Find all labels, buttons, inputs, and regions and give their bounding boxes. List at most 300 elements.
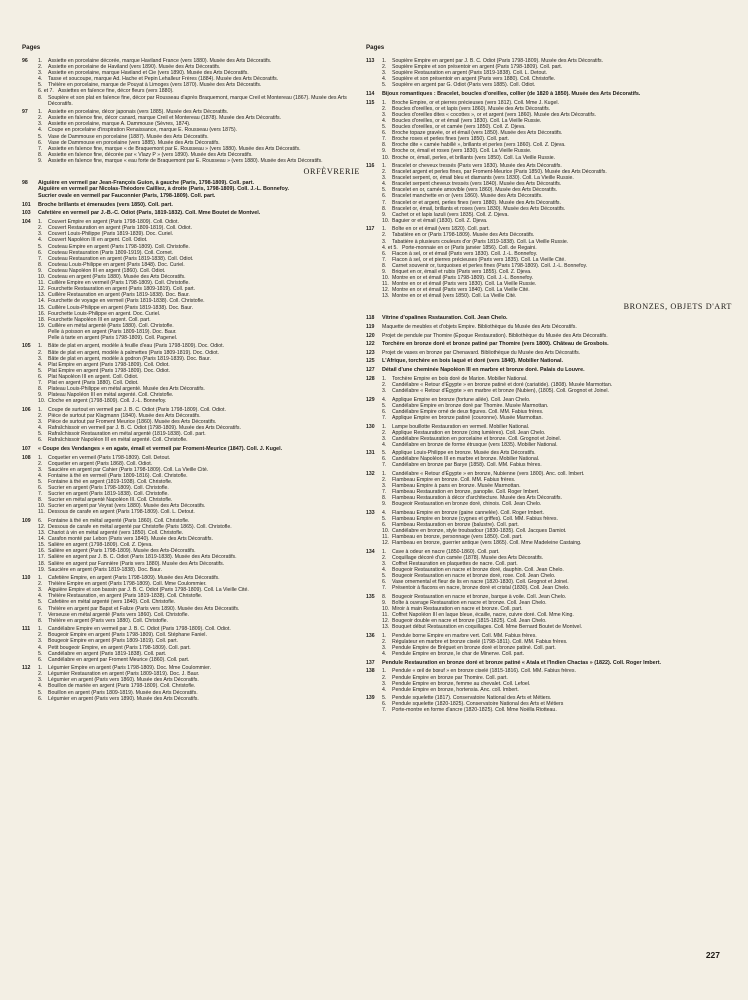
item-text: Assiette en porcelaine de Haviland (vers 1890). Musée des Arts Décoratifs. <box>48 64 221 71</box>
item-number: 6. <box>382 701 387 708</box>
item-number: 4. et 5. <box>382 244 398 251</box>
entry-item <box>382 155 732 161</box>
item-text: Couvert Napoléon III en argent. Coll. Odiot. <box>48 237 148 244</box>
item-number: 6. <box>38 373 43 380</box>
item-number: 8. <box>382 142 387 149</box>
item-number: 1. <box>38 406 43 413</box>
catalogue-entry <box>366 226 732 299</box>
item-number: 2. <box>382 554 387 561</box>
item-number: 1. <box>38 109 43 116</box>
page-reference: 137 <box>366 659 375 666</box>
item-number <box>38 335 48 341</box>
item-text: Candélabre Empire orné de deux figures. Coll. MM. Fabius frères. <box>392 408 544 415</box>
entry-title: Pendule Restauration en bronze doré et bronze patiné « Atala et l'Indien Chactas » (1822). Coll. Roger Imbert. <box>382 659 662 666</box>
entry-title: L'Afrique, torchère en bois laqué et doré (vers 1840). Mobilier National. <box>382 358 564 365</box>
page-reference: 106 <box>22 406 31 413</box>
item-text: Bracelet or cheveux tressés (Paris vers 1830). Musée des Arts Décoratifs. <box>392 162 562 169</box>
item-number: 7. <box>382 199 387 206</box>
entry-item <box>382 624 732 630</box>
item-text: Baguier or et émail (1830). Coll. Z. Djeva. <box>392 217 488 224</box>
entry-body <box>382 594 732 631</box>
item-number: 6. et 7. <box>38 88 54 95</box>
item-text: Assiette en faïence fine, décorée par « Vlazy P » (vers 1890). Musée des Arts Décoratifs. <box>48 151 253 158</box>
item-number: 5. <box>382 187 387 194</box>
catalogue-entry <box>366 358 732 364</box>
item-number: 2. <box>38 671 43 678</box>
page-reference: 128 <box>366 376 375 383</box>
item-number: 5. <box>38 689 43 696</box>
item-number: 2. <box>38 225 43 232</box>
entry-item <box>382 585 732 591</box>
item-number: 19. <box>38 322 46 329</box>
item-text: Cuillère Louis-Philippe en argent (Paris 1819-1838). Doc. Baur. <box>48 304 194 311</box>
item-text: Fontaine à thé en vermeil (Paris 1809-1816). Coll. Christofle. <box>48 472 188 479</box>
entry-body <box>38 446 360 452</box>
catalogue-entry <box>22 58 360 107</box>
page-reference: 104 <box>22 219 31 226</box>
item-number: 1. <box>382 470 387 477</box>
item-number: 6. <box>38 517 43 524</box>
item-text: Assiette en porcelaine, marque A. Dammouse (Sèvres, 1874). <box>48 121 191 128</box>
item-number: 1. <box>38 665 43 672</box>
catalogue-entry <box>22 665 360 702</box>
item-number: 1. <box>38 58 43 64</box>
page-reference: 108 <box>22 454 31 461</box>
item-number: 4. <box>38 127 43 134</box>
page-reference: 117 <box>366 226 375 233</box>
left-column <box>22 44 360 704</box>
item-text: Candélabre en argent par Froment Meurice (1860). Coll. part. <box>48 656 190 663</box>
item-text: Pelle à poisson en argent (Paris 1809-1819). Doc. Baur. <box>48 328 177 335</box>
item-text: Sucrier en métal argenté Napoléon III. Coll. Christofle. <box>48 497 173 504</box>
item-text: Couteau Empire en argent (Paris 1798-1809). Coll. Christofle. <box>48 243 190 250</box>
item-text: Plat Napoléon III en argent. Coll. Odiot. <box>48 373 139 380</box>
pages-column-label: Pages <box>366 44 385 51</box>
item-text: Couteau Restauration en argent (Paris 1819-1838). Coll. Odiot. <box>48 255 194 262</box>
item-text: Cuillère Empire en vermeil (Paris 1798-1809). Coll. Christofle. <box>48 280 190 287</box>
item-text: Couteau Napoléon III en argent (1860). Coll. Odiot. <box>48 267 166 274</box>
item-text: Broche topaze gravée, or et émail (vers 1850). Musée des Arts Décoratifs. <box>392 130 563 137</box>
item-text: Candélabre en bronze, style troubadour (1830-1835). Coll. Jacques Damiot. <box>392 528 567 535</box>
item-number: 7. <box>382 136 387 143</box>
page-reference: 120 <box>366 332 375 339</box>
entry-body <box>382 367 732 373</box>
entry-text: Maquette de meubles et d'objets Empire. Bibliothèque du Musée des Arts Décoratifs. <box>382 324 577 331</box>
item-number: 1. <box>382 423 387 430</box>
entry-item <box>38 158 360 164</box>
entry-body <box>382 91 732 97</box>
item-number: 4. <box>382 686 387 693</box>
item-number: 7. <box>38 611 43 618</box>
entry-item <box>382 293 732 299</box>
item-text: Petit bougeoir Empire, en argent (Paris 1798-1809). Coll. part. <box>48 644 191 651</box>
item-text: Plateau Louis-Philippe en métal argenté. Musée des Arts Décoratifs. <box>48 386 205 393</box>
item-text: Cloche en argent (1798-1809). Coll. J.-L. Bonnefoy. <box>48 398 167 405</box>
item-number: 10. <box>382 528 390 535</box>
item-text: Rafraîchissoir Napoléon III en métal argenté. Coll. Christofle. <box>48 437 188 444</box>
item-text: Candélabre en argent (Paris 1819-1838). Coll. part. <box>48 650 167 657</box>
item-text: Bâte de plat en argent, modèle à palmettes (Paris 1809-1819). Doc. Odiot. <box>48 349 219 356</box>
item-number: 2. <box>382 169 387 176</box>
entry-title: Sucrier ovale en vermeil par Fauconnier (Paris, 1798-1809). Coll. part. <box>38 192 216 199</box>
item-text: Montre en or et émail (Paris vers 1830). Coll. La Vieille Russie. <box>392 281 537 288</box>
item-text: Couteau en argent (Paris 1880). Musée des Arts Décoratifs. <box>48 274 186 281</box>
page-reference: 116 <box>366 162 375 169</box>
item-text: Plat Empire en argent (Paris 1798-1809). Doc. Odiot. <box>48 367 170 374</box>
entry-body <box>38 180 360 199</box>
catalogue-entry <box>366 695 732 713</box>
page-reference: 138 <box>366 668 375 675</box>
item-text: Fontaine à thé en métal argenté (Paris 1860). Coll. Christofle. <box>48 517 190 524</box>
entry-body <box>382 633 732 657</box>
item-text: Coquetier en vermeil (Paris 1798-1809). Coll. Detout. <box>48 454 171 461</box>
item-text: Régulateur en marbre et bronze ciselé (1798-1811). Coll. MM. Fabius frères. <box>392 638 568 645</box>
entry-body <box>382 660 732 666</box>
page-reference: 98 <box>22 179 28 186</box>
item-text: Pendule Empire en bronze, femme au chevalet. Coll. Lefoel. <box>392 680 531 687</box>
item-number: 1. <box>382 99 387 106</box>
catalogue-entry <box>366 58 732 88</box>
item-number: 6. <box>38 437 43 444</box>
item-number: 5. <box>38 599 43 606</box>
entry-body <box>382 315 732 321</box>
item-text: Vase ornemental et fleur de lis en nacre (1820-1830). Coll. Grognot et Joinel. <box>392 579 569 586</box>
item-text: Tabatière en or (Paris 1798-1809). Musée des Arts Décoratifs. <box>392 232 535 239</box>
catalogue-entry <box>22 626 360 663</box>
entry-body <box>382 350 732 356</box>
item-text: Boîte à ouvrage Restauration en nacre et bronze. Coll. Jean Chelo. <box>392 600 547 606</box>
item-text: Porte-monnaie en or (Paris janvier 1856). Coll. de Regaini. <box>402 244 537 251</box>
entry-body <box>382 397 732 421</box>
item-text: Bracelet serpent cheveux tressés (vers 1840). Musée des Arts Décoratifs. <box>392 181 562 188</box>
item-text: Applique Louis-Philippe en bronze. Musée des Arts Décoratifs. <box>392 450 536 457</box>
catalogue-entry <box>366 350 732 356</box>
item-number: 4. <box>382 567 387 574</box>
entry-body <box>382 163 732 224</box>
entry-item <box>38 398 360 404</box>
catalogue-entry <box>366 397 732 421</box>
item-number: 10. <box>382 275 390 282</box>
item-number: 6. <box>38 695 43 702</box>
item-number: 7. <box>38 255 43 262</box>
item-text: Bouquet début Restauration en coquillages. Coll. Mme Bernard Boutet de Montvel. <box>392 624 583 631</box>
item-number: 4. <box>382 76 387 83</box>
section-heading-bronzes: BRONZES, OBJETS D'ART <box>623 302 732 312</box>
item-text: Candélabre « Retour d'Égypte » en marbre et bronze (Nubien), (1805). Coll. Grognot et Joinel. <box>392 388 609 395</box>
page-reference: 136 <box>366 632 375 639</box>
item-text: Tasse et soucoupe, marque Ad. Hache et Pepin Lehalleur Frères (1884). Musée des Arts Décoratifs. <box>48 76 279 83</box>
item-text: Cafetière en métal argenté (vers 1840). Coll. Christofle. <box>48 599 176 606</box>
catalogue-entry <box>366 324 732 330</box>
item-text: Soupière Empire et son présentoir en argent (Paris 1798-1809). Coll. part. <box>392 64 563 71</box>
item-number: 5. <box>382 82 387 89</box>
item-text: Fourchette Napoléon III en argent. Coll. part. <box>48 316 151 323</box>
catalogue-entry <box>366 367 732 373</box>
item-number: 2. <box>382 105 387 112</box>
item-text: Candélabre Empire en vermeil par J. B. C. Odiot (Paris 1798-1809). Coll. Odiot. <box>48 626 231 633</box>
item-text: Assiette en porcelaine, marque Haviland et Cie (vers 1890). Musée des Arts Décoratifs. <box>48 70 249 77</box>
page-reference: 111 <box>22 626 31 633</box>
item-number: 5. <box>38 133 43 140</box>
item-number: 3. <box>382 645 387 652</box>
catalogue-entry <box>22 180 360 199</box>
item-text: Pendule Empire en bronze par Thomire. Coll. part. <box>392 674 508 681</box>
item-number: 1. <box>382 668 387 675</box>
item-number: 5. <box>382 124 387 131</box>
item-number: 3. <box>382 70 387 77</box>
page-reference: 129 <box>366 396 375 403</box>
item-number: 2. <box>38 349 43 356</box>
left-entries-2 <box>22 180 360 702</box>
item-number: 4. <box>38 683 43 690</box>
item-text: Sucrier en argent (Paris 1819-1838). Coll. Christofle. <box>48 491 169 498</box>
item-number: 1. <box>38 454 43 461</box>
item-number: 2. <box>38 632 43 639</box>
item-number: 6. <box>382 579 387 586</box>
page-reference: 130 <box>366 423 375 430</box>
item-text: Bracelet manchette en or (vers 1860). Musée des Arts Décoratifs. <box>392 193 543 200</box>
item-text: Saucière en argent (Paris 1819-1838). Doc. Baur. <box>48 566 162 573</box>
item-text: Pièce de surtout par Froment Meurice (1860). Musée des Arts Décoratifs. <box>48 418 217 425</box>
item-text: Bougeoir Restauration en bronze doré, chinois. Coll. Jean Chelo. <box>392 501 542 508</box>
entry-item <box>38 95 360 107</box>
item-number: 5. <box>382 450 387 457</box>
item-text: Verseuse en métal argenté (Paris vers 1860). Coll. Christofle. <box>48 611 189 618</box>
item-text: Flambeau en bronze, personnage (vers 1850). Coll. part. <box>392 534 523 541</box>
entry-body <box>38 407 360 444</box>
pages-column-label: Pages <box>22 44 41 51</box>
entry-item <box>38 437 360 443</box>
item-text: Bouillon en argent (Paris 1809-1819). Musée des Arts Décoratifs. <box>48 689 198 696</box>
item-number: 5. <box>382 516 387 522</box>
item-number: 7. <box>382 462 387 469</box>
item-number: 4. <box>38 361 43 368</box>
item-text: Candélabre Empire en bronze doré par Thomire. Musée Marmottan. <box>392 402 549 409</box>
entry-item <box>382 501 732 507</box>
item-number: 4. <box>38 593 43 600</box>
catalogue-entry <box>22 343 360 404</box>
item-number: 5. <box>38 650 43 657</box>
item-text: Bougeoir Empire en argent (Paris 1809-1819). Coll. part. <box>48 638 179 645</box>
item-text: Boîte en or et émail (vers 1820). Coll. part. <box>392 226 490 233</box>
item-text: Plat en argent (Paris 1880). Coll. Odiot. <box>48 380 139 387</box>
right-column <box>366 44 732 716</box>
entry-item <box>38 696 360 702</box>
item-number: 1. <box>382 58 387 64</box>
page-reference: 114 <box>366 90 375 97</box>
item-text: Candélabre « Retour d'Égypte » en bronze, Nubienne (vers 1800). Anc. coll. Imbert. <box>392 470 585 477</box>
catalogue-entry <box>22 109 360 164</box>
item-number: 6. <box>382 522 387 529</box>
item-number: 3. <box>382 111 387 118</box>
entry-title: Vitrine d'opalines Rsstauration. Coll. Jean Chelo. <box>382 315 508 322</box>
item-number: 11. <box>382 281 389 288</box>
item-text: Torchère Empire en bois doré de Marion. Mobilier National. <box>392 376 528 383</box>
item-text: Broche or, émail, perles, et brillants (vers 1850). Coll. La Vieille Russie. <box>392 154 556 161</box>
item-number: 3. <box>38 355 43 362</box>
item-number: 14. <box>38 298 46 305</box>
entry-body <box>382 341 732 347</box>
item-number: 7. <box>38 491 43 498</box>
item-number: 3. <box>38 231 43 238</box>
item-number: 3. <box>382 483 387 490</box>
item-text: Broche or, émail et roses (vers 1830). Coll. La Vieille Russie. <box>392 148 532 155</box>
entry-body <box>38 210 360 216</box>
item-number: 8. <box>38 617 43 624</box>
page-reference: 110 <box>22 575 31 582</box>
item-text: Cave à odeur en nacre (1850-1860). Coll. part. <box>392 548 500 555</box>
item-text: Carafon monté par Lebon (Paris vers 1840). Musée des Arts Décoratifs. <box>48 536 213 543</box>
item-number: 1. <box>382 632 387 639</box>
entry-item <box>382 82 732 88</box>
item-number: 14. <box>38 536 46 543</box>
item-text: Boucles d'oreilles, or et lapis (vers 1860). Musée des Arts Décoratifs. <box>392 105 551 112</box>
catalogue-entry <box>22 455 360 516</box>
item-text: Coffret Napoléon III en laque bleue, écaille, nacre, cuivre doré. Coll. Mme King. <box>392 612 574 619</box>
item-text: Tabatière à plusieurs couleurs d'or (Paris 1819-1838). Coll. La Vieille Russie. <box>392 238 569 245</box>
entry-body <box>38 109 360 164</box>
item-text: Coffret Restauration en plaquettes de nacre. Coll. part. <box>392 561 518 568</box>
item-number: 1. <box>38 219 43 226</box>
catalogue-entry <box>366 376 732 394</box>
page-reference: 133 <box>366 509 375 516</box>
item-number: 15. <box>38 542 46 549</box>
item-number: 13. <box>382 624 390 631</box>
item-text: Couvert Restauration en argent (Paris 1809-1819). Coll. Odiot. <box>48 225 192 232</box>
item-number: 3. <box>38 677 43 684</box>
item-number: 8. <box>382 205 387 212</box>
item-text: Coupe de surtout en vermeil par J. B. C. Odiot (Paris 1798-1809). Coll. Odiot. <box>48 406 226 413</box>
item-number: 6. <box>382 130 387 137</box>
page-reference: 101 <box>22 201 31 208</box>
item-text: Bracelet argent et perles fines, par Froment-Meurice (Paris 1850). Musée des Arts Décoratifs. <box>392 169 607 176</box>
catalogue-entry <box>366 660 732 666</box>
page-reference: 107 <box>22 445 31 452</box>
item-text: Soupière en argent par G. Odiot (Paris vers 1885). Coll. Odiot. <box>392 82 536 89</box>
item-number: 8. <box>38 94 43 101</box>
item-number: 2. <box>382 477 387 484</box>
item-text: Bracelet serpent, or, émail bleu et diamants (vers 1830). Coll. La Vieille Russie. <box>392 175 574 182</box>
entry-title: Torchère en bronze doré et bronze patiné par Thomire (vers 1800). Château de Grosbois. <box>382 341 609 348</box>
item-text: Aiguière Empire et son bassin par J. B. C. Odiot (Paris 1798-1809). Coll. La Vieille Cité. <box>48 587 249 594</box>
page-reference: 112 <box>22 665 31 672</box>
entry-item <box>382 415 732 421</box>
item-text: Assiette en faïence fine, marque « de Braquemont par E. Rousseau » (vers 1880). Musée des Arts Décoratifs. <box>48 145 301 152</box>
entry-body <box>382 100 732 161</box>
page-reference: 103 <box>22 210 31 217</box>
item-number: 12. <box>38 523 46 530</box>
item-number: 7. <box>38 145 43 152</box>
item-text: Sucrier en argent (Paris 1798-1809). Coll. Christofle. <box>48 485 169 491</box>
item-text: Boucles d'oreilles dites « cocottes », or et argent (vers 1860). Musée des Arts Décoratifs. <box>392 111 596 118</box>
item-number: 2. <box>38 460 43 467</box>
item-text: Soupière et son présentoir en argent (Paris vers 1880). Coll. Christofle. <box>392 76 556 83</box>
item-text: Légumier en argent (Paris vers 1860). Musée des Arts Décoratifs. <box>48 677 199 684</box>
item-number: 3. <box>38 418 43 425</box>
entry-item <box>382 651 732 657</box>
item-number: 10. <box>38 398 46 405</box>
entry-body <box>382 695 732 713</box>
catalogue-entry <box>366 333 732 339</box>
item-number: 5. <box>382 573 387 580</box>
item-number: 4. <box>38 237 43 244</box>
item-text: Soupière Restauration en argent (Paris 1819-1838). Coll. L. Detout. <box>392 70 548 77</box>
item-text: Broche roses et perles fines (vers 1850). Coll. part. <box>392 136 510 143</box>
page-reference: 122 <box>366 341 375 348</box>
entry-body <box>382 510 732 547</box>
entry-body <box>38 455 360 516</box>
item-number: 7. <box>38 380 43 387</box>
item-number: 5. <box>382 695 387 702</box>
item-text: Applique Restauration en bronze (cinq lumières). Coll. Jean Chelo. <box>392 429 546 436</box>
item-number: 2. <box>382 232 387 239</box>
item-text: Couteau Louis-Philippe en argent (Paris 1848). Doc. Curiel. <box>48 261 185 268</box>
item-text: Chariot à vin en métal argenté (vers 1850). Coll. Christofle. <box>48 530 184 537</box>
item-text: Miroir à main Restauration en nacre et bronze. Coll. part. <box>392 606 523 613</box>
item-text: Dessous de carafe en argent (Paris 1798-1809). Coll. L. Detout. <box>48 509 195 516</box>
item-text: Légumier en argent (Paris vers 1890). Musée des Arts Décoratifs. <box>48 695 199 702</box>
page-reference: 119 <box>366 324 375 331</box>
item-number: 15. <box>38 304 46 311</box>
item-number: 9. <box>382 148 387 155</box>
item-text: Soupière et son plat en faïence fine, décor par Rousseau d'après Braquemont, marque Creil et Montereau (1867). Musée des Arts Décoratifs. <box>48 94 347 107</box>
item-number: 1. <box>38 575 43 582</box>
item-text: Flambeau Empire en bronze. Coll. MM. Fabius frères. <box>392 477 516 484</box>
item-text: Bougeoir double en nacre et bronze (1815-1825). Coll. Jean Chelo. <box>392 618 547 625</box>
item-number: 16. <box>38 548 46 555</box>
entry-item <box>382 442 732 448</box>
item-text: Lampe bouillotte Restauration en vermeil. Mobilier National. <box>392 423 530 430</box>
catalogue-entry <box>366 633 732 657</box>
catalogue-entry <box>366 668 732 692</box>
item-number: 5. <box>38 243 43 250</box>
entry-body <box>38 219 360 341</box>
item-text: Présentoir à flacons en nacre, bronze doré et cristal (1830). Coll. Jean Chelo. <box>392 585 570 592</box>
item-number: 5. <box>38 367 43 374</box>
entry-title: Broche brillants et émeraudes (vers 1850). Coll. part. <box>38 201 173 208</box>
item-number: 3. <box>382 561 387 568</box>
entry-body <box>38 626 360 663</box>
catalogue-entry <box>366 315 732 321</box>
page-reference: 109 <box>22 517 31 524</box>
item-number: 5. <box>38 478 43 485</box>
item-text: Flambeau Empire en bronze (gaine cannelée). Coll. Roger Imbert. <box>392 509 544 516</box>
item-number: 13. <box>382 293 390 300</box>
item-text: Fontaine à thé en argent (1819-1938). Coll. Christofle. <box>48 478 173 485</box>
item-number: 3. <box>38 638 43 645</box>
item-text: Porte-montre en forme d'ancre (1820-1825). Coll. Mme Noëlla Riotteau. <box>392 707 557 714</box>
item-number: 10. <box>382 606 390 613</box>
page-reference: 123 <box>366 350 375 356</box>
catalogue-entry <box>366 510 732 547</box>
item-number: 2. <box>38 115 43 122</box>
item-number: 1. <box>382 376 387 383</box>
item-text: Assiettes en faïence fine, décor fleurs (vers 1880). <box>58 88 174 95</box>
item-number: 16. <box>38 310 46 317</box>
item-text: Montre en or et émail (Paris vers 1840). Coll. La Vieille Cité. <box>392 287 530 294</box>
item-number: 9. <box>382 600 387 606</box>
page-reference: 134 <box>366 548 375 555</box>
item-number: 6. <box>382 408 387 415</box>
item-number: 10. <box>38 503 46 510</box>
catalogue-entry <box>22 202 360 208</box>
entry-body <box>382 324 732 330</box>
item-number: 10. <box>382 154 390 161</box>
item-number: 2. <box>382 429 387 436</box>
page-reference: 135 <box>366 593 375 600</box>
section-heading-orfevrerie: ORFÈVRERIE <box>303 166 360 176</box>
item-text: Candélabre Napoléon III en marbre et bronze. Mobilier National. <box>392 456 540 463</box>
